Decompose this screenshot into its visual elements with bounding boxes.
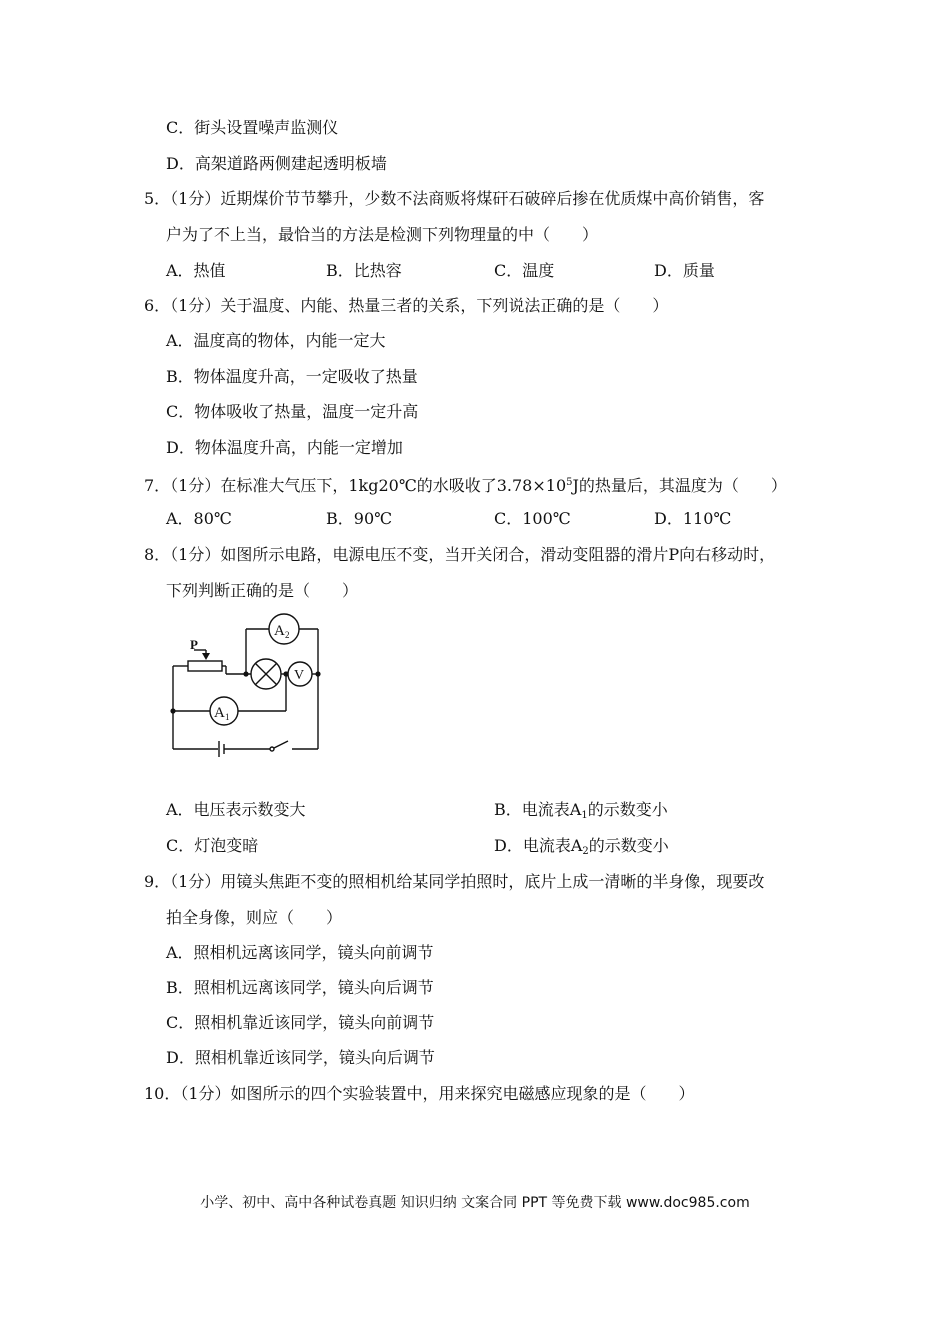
q9-option-c: C．照相机靠近该同学，镜头向前调节 (166, 1013, 435, 1032)
a1-label: A (214, 705, 225, 721)
q8-option-d (494, 836, 669, 862)
q7-stem-post: J的热量后，其温度为（ ） (572, 476, 787, 495)
q5-option-c: C．温度 (494, 261, 555, 280)
v-label: V (294, 668, 305, 683)
q8-option-d-pre: D．电流表A (494, 836, 583, 855)
q9-option-a: A．照相机远离该同学，镜头向前调节 (166, 943, 434, 962)
q4-option-d: D．高架道路两侧建起透明板墙 (166, 154, 387, 173)
q5-stem-line2: 户为了不上当，最恰当的方法是检测下列物理量的中（ ） (166, 225, 599, 244)
q8-option-b-sub: 1 (581, 810, 588, 821)
q9-option-b: B．照相机远离该同学，镜头向后调节 (166, 978, 434, 997)
q8-option-c: C．灯泡变暗 (166, 836, 259, 855)
q5-option-b: B．比热容 (326, 261, 402, 280)
q7-option-c: C．100℃ (494, 509, 571, 528)
q8-option-b-post: 的示数变小 (587, 800, 668, 819)
q8-option-d-post: 的示数变小 (588, 836, 669, 855)
q9-stem-line1: 9．（1分）用镜头焦距不变的照相机给某同学拍照时，底片上成一清晰的半身像，现要改 (144, 872, 765, 891)
q6-stem: 6．（1分）关于温度、内能、热量三者的关系，下列说法正确的是（ ） (144, 296, 669, 315)
q9-stem-line2: 拍全身像，则应（ ） (166, 908, 343, 927)
a2-label-sub: 2 (285, 630, 290, 640)
slider-label-p: P (190, 637, 198, 652)
q5-option-a: A．热值 (166, 261, 226, 280)
q5-option-d: D．质量 (654, 261, 715, 280)
q6-option-d: D．物体温度升高，内能一定增加 (166, 438, 403, 457)
q8-option-b-pre: B．电流表A (494, 800, 582, 819)
q8-stem-line1: 8．（1分）如图所示电路，电源电压不变，当开关闭合，滑动变阻器的滑片P向右移动时， (144, 545, 776, 564)
q8-option-b (494, 800, 668, 826)
q6-option-b: B．物体温度升高，一定吸收了热量 (166, 367, 418, 386)
a2-label: A (274, 623, 285, 639)
q7-stem-pre: 7．（1分）在标准大气压下，1kg20℃的水吸收了3.78×10 (144, 476, 567, 495)
q8-option-a: A．电压表示数变大 (166, 800, 306, 819)
q6-option-a: A．温度高的物体，内能一定大 (166, 331, 386, 350)
circuit-diagram (160, 608, 340, 758)
q7-option-a: A．80℃ (166, 509, 232, 528)
q7-exponent: 5 (566, 477, 573, 488)
q7-option-b: B．90℃ (326, 509, 393, 528)
page-footer: 小学、初中、高中各种试卷真题 知识归纳 文案合同 PPT 等免费下载 www.doc985.com (200, 1195, 750, 1211)
a1-label-sub: 1 (225, 712, 230, 722)
q7-option-d: D．110℃ (654, 509, 732, 528)
q8-option-d-sub: 2 (582, 846, 589, 857)
q5-stem-line1: 5．（1分）近期煤价节节攀升，少数不法商贩将煤矸石破碎后掺在优质煤中高价销售，客 (144, 189, 765, 208)
q6-option-c: C．物体吸收了热量，温度一定升高 (166, 402, 419, 421)
q7-stem (144, 473, 787, 496)
q8-stem-line2: 下列判断正确的是（ ） (166, 581, 359, 600)
q10-stem: 10．（1分）如图所示的四个实验装置中，用来探究电磁感应现象的是（ ） (144, 1084, 695, 1103)
q4-option-c: C．街头设置噪声监测仪 (166, 118, 339, 137)
q9-option-d: D．照相机靠近该同学，镜头向后调节 (166, 1048, 435, 1067)
